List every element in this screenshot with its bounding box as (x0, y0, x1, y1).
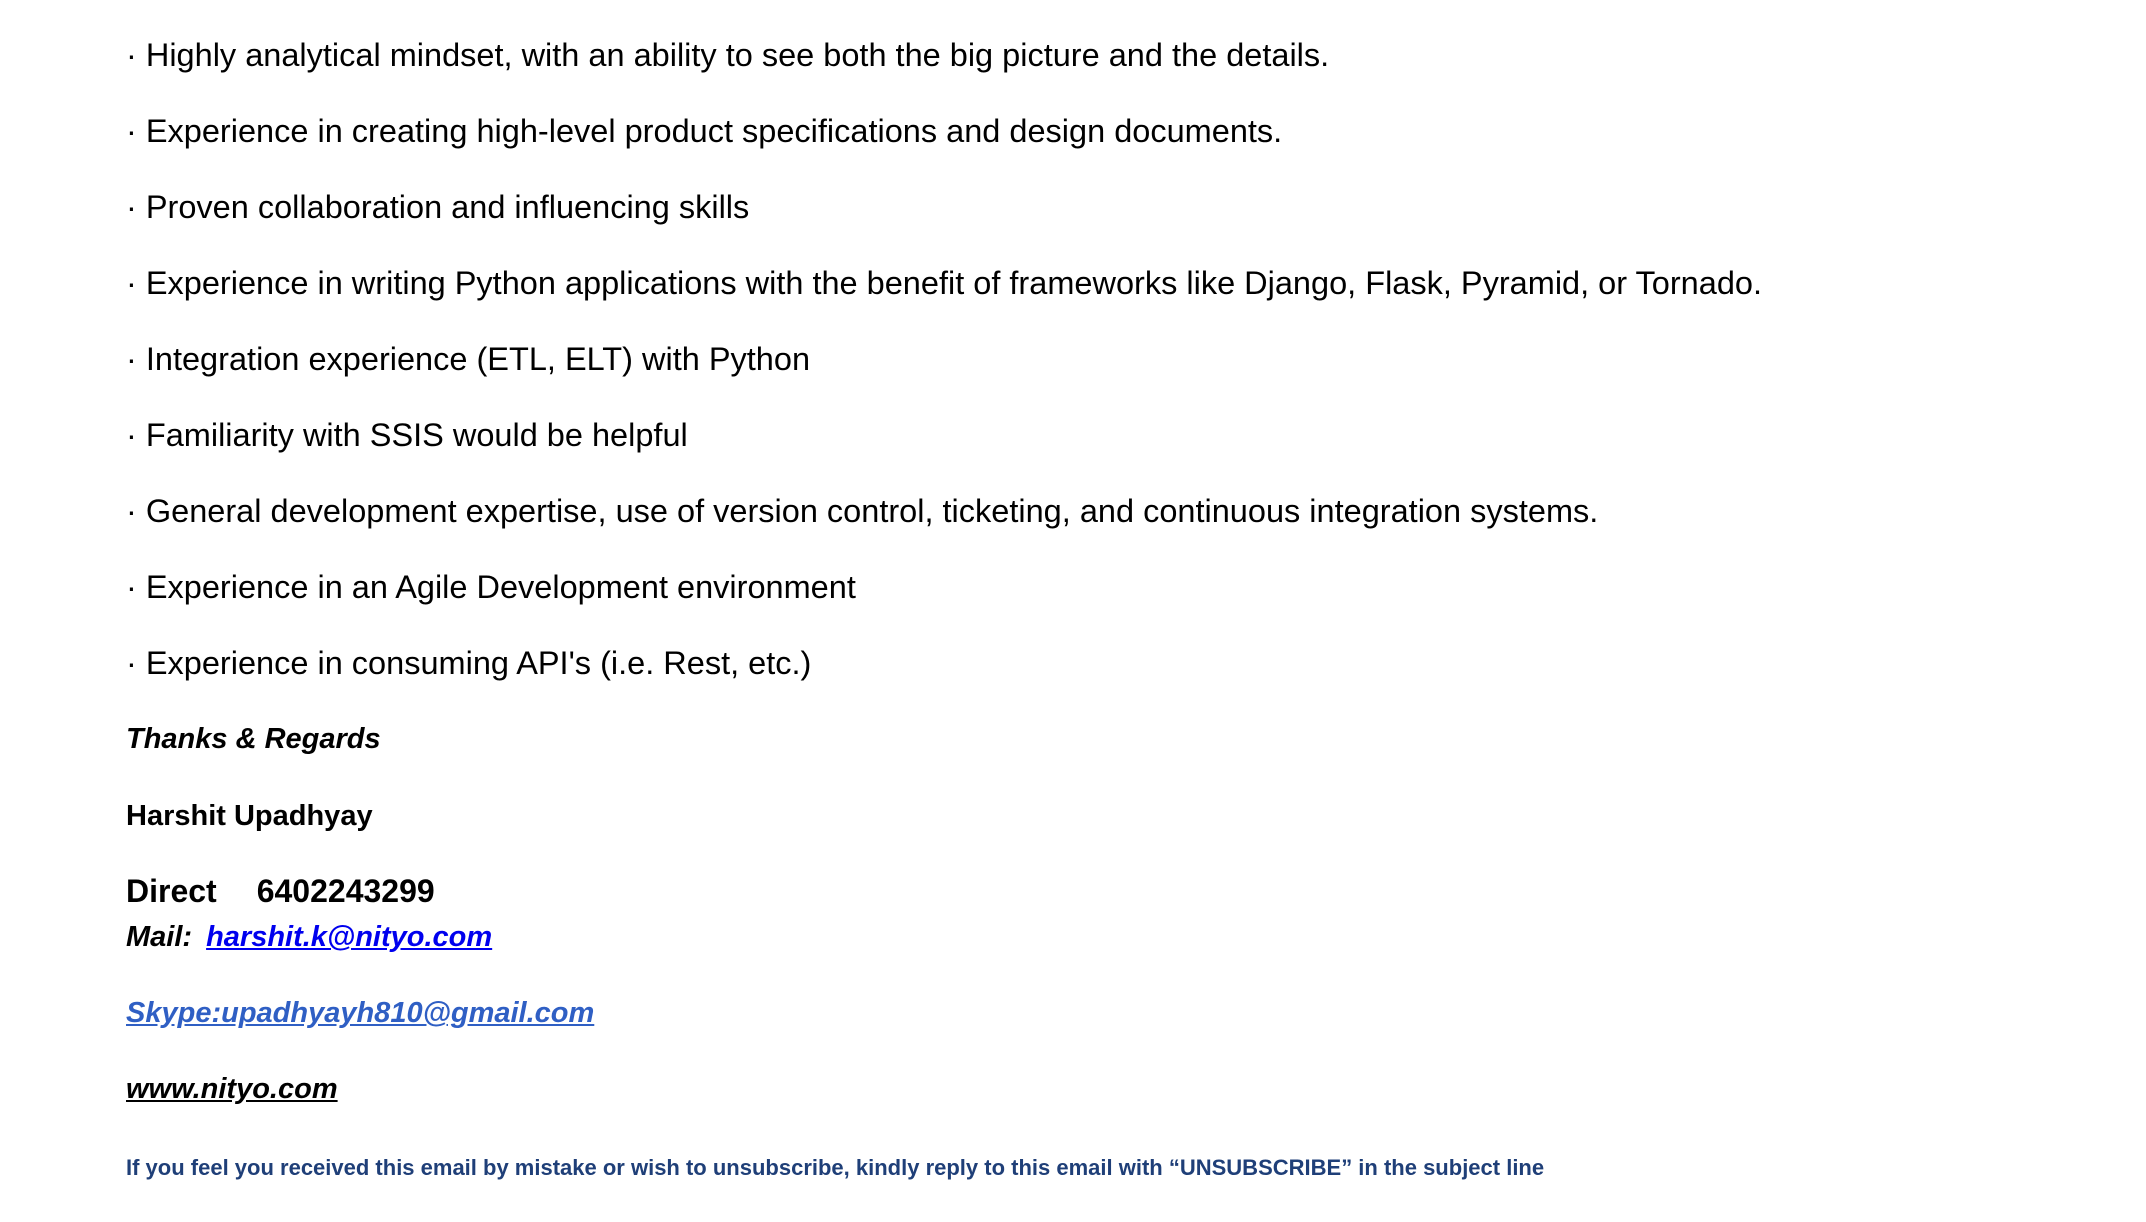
mail-link[interactable]: harshit.k@nityo.com (206, 921, 493, 953)
requirement-item-ssis: · Familiarity with SSIS would be helpful (126, 417, 688, 453)
requirement-item-product-specifications: · Experience in creating high-level product specifications and design documents. (126, 113, 1283, 149)
direct-label: Direct (126, 873, 217, 909)
signature-skype (126, 993, 594, 1033)
requirement-item-python-frameworks: · Experience in writing Python applications with the benefit of frameworks like Django, Flask, Pyramid, or Tornado. (126, 265, 1762, 301)
signature-mail (126, 917, 492, 957)
unsubscribe-note: If you feel you received this email by mistake or wish to unsubscribe, kindly reply to this email with “UNSUBSCRIBE” in the subject line (126, 1155, 1545, 1180)
website-link[interactable]: www.nityo.com (126, 1073, 338, 1105)
requirement-item-collaboration: · Proven collaboration and influencing skills (126, 189, 750, 225)
skype-link[interactable]: Skype:upadhyayh810@gmail.com (126, 997, 595, 1029)
requirement-item-agile: · Experience in an Agile Development environment (126, 569, 856, 605)
mail-label: Mail: (126, 921, 193, 953)
requirement-item-development-expertise: · General development expertise, use of version control, ticketing, and continuous integration systems. (126, 493, 1599, 529)
signature-name: Harshit Upadhyay (126, 800, 373, 832)
requirement-item-api: · Experience in consuming API's (i.e. Rest, etc.) (126, 645, 812, 681)
requirement-item-integration: · Integration experience (ETL, ELT) with Python (126, 341, 811, 377)
signature-website (126, 1069, 338, 1109)
direct-number: 6402243299 (256, 873, 435, 909)
signature-direct-phone (126, 870, 435, 912)
signature-closing: Thanks & Regards (126, 723, 381, 755)
requirement-item-analytical-mindset: · Highly analytical mindset, with an ability to see both the big picture and the details. (126, 37, 1330, 73)
